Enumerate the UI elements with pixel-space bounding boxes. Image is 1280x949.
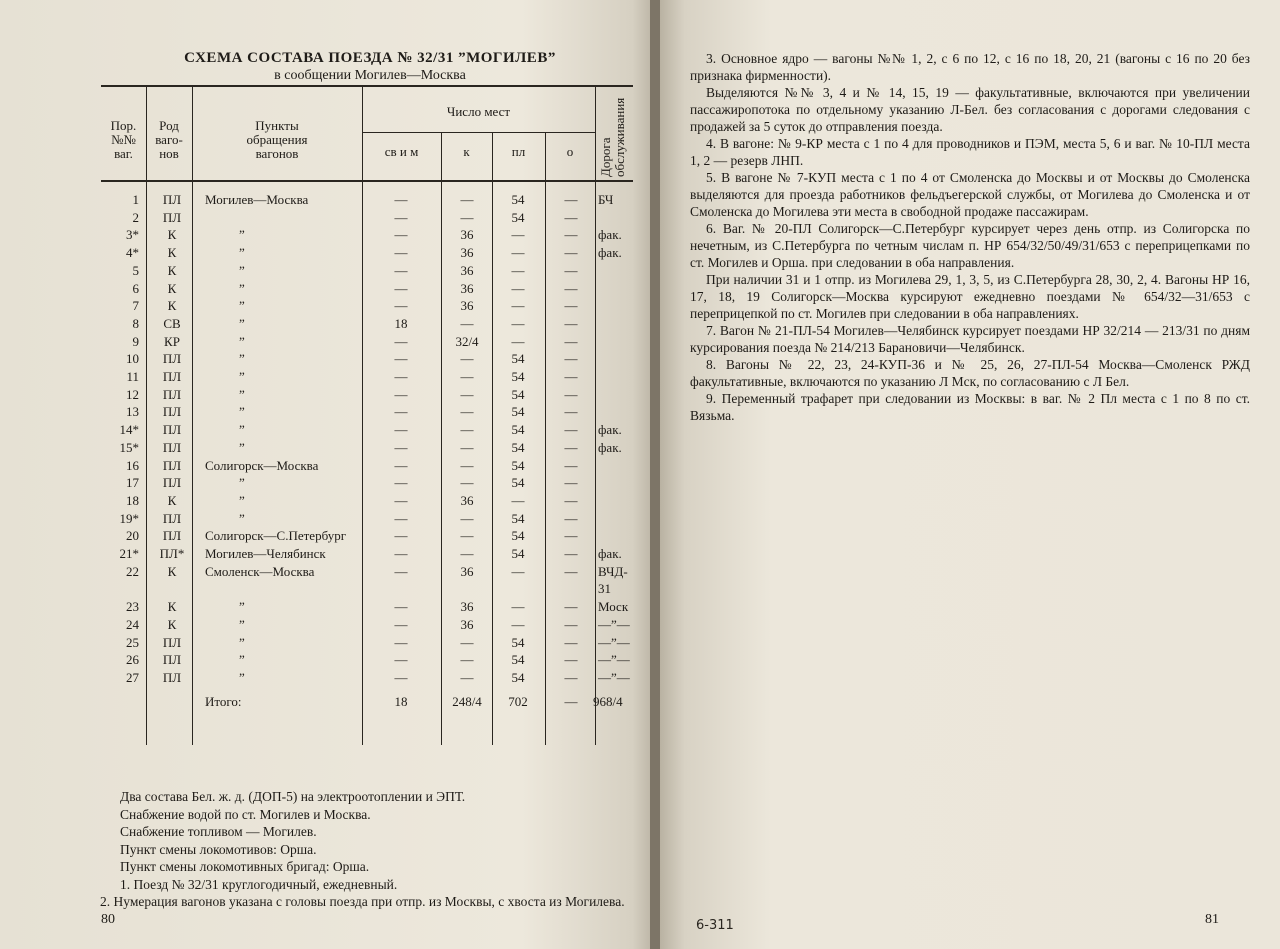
cell-o: — — [564, 475, 578, 491]
cell-route: ” — [239, 492, 245, 508]
cell-route: ” — [239, 599, 245, 615]
note: Пункт смены локомотивов: Орша. — [120, 841, 317, 857]
cell-type: ПЛ — [162, 634, 182, 650]
cell-k: — — [460, 315, 474, 331]
cell-pl: — — [511, 616, 525, 632]
cell-pl: 54 — [511, 369, 525, 384]
cell-k: — — [460, 546, 474, 561]
cell-type: К — [167, 616, 177, 632]
cell-num: 11 — [126, 369, 139, 384]
cell-svm: — — [394, 528, 408, 544]
cell-pl: — — [511, 245, 525, 261]
page-number: 80 — [101, 912, 115, 927]
total-label: Итого: — [205, 693, 242, 709]
cell-o: — — [564, 652, 578, 668]
cell-route: ” — [239, 422, 245, 438]
cell-k: 36 — [460, 492, 474, 508]
cell-num: 10 — [126, 351, 139, 367]
cell-o: — — [564, 492, 578, 508]
cell-k: 32/4 — [455, 333, 479, 349]
cell-svm: — — [394, 245, 408, 261]
header-svm: св и м — [384, 144, 419, 159]
cell-route: ” — [239, 333, 245, 349]
cell-pl: 54 — [511, 192, 525, 207]
cell-road: 31 — [598, 581, 611, 597]
cell-route: ” — [239, 475, 245, 491]
cell-route: Смоленск—Москва — [205, 563, 315, 579]
cell-pl: — — [511, 262, 525, 278]
cell-type: ПЛ — [162, 528, 182, 544]
cell-type: ПЛ — [162, 404, 182, 420]
page-number: 81 — [1205, 912, 1219, 927]
cell-type: К — [167, 599, 177, 615]
paragraph: Выделяются №№ 3, 4 и № 14, 15, 19 — факультативные, включаются при увеличении пассажиропотока по отдельному указанию Л-Бел. без согласования с дорогами следования с продажей за 5 суток до отправления поезда. — [690, 85, 1250, 134]
cell-pl: 54 — [511, 528, 525, 544]
cell-svm: 18 — [394, 315, 408, 331]
cell-route: ” — [239, 298, 245, 314]
cell-k: — — [460, 475, 474, 491]
cell-type: ПЛ — [162, 386, 182, 402]
cell-o: — — [564, 298, 578, 314]
cell-svm: — — [394, 652, 408, 668]
cell-num: 1 — [132, 192, 139, 207]
cell-route: ” — [239, 245, 245, 261]
cell-type: К — [167, 492, 177, 508]
total-k: 248/4 — [452, 693, 482, 709]
cell-num: 3* — [126, 227, 139, 243]
cell-svm: — — [394, 369, 408, 384]
cell-k: — — [460, 457, 474, 473]
page-title: СХЕМА СОСТАВА ПОЕЗДА № 32/31 ”МОГИЛЕВ” — [184, 50, 556, 66]
cell-svm: — — [394, 333, 408, 349]
cell-pl: 54 — [511, 669, 525, 685]
cell-num: 21* — [119, 546, 139, 561]
cell-type: ПЛ — [162, 475, 182, 491]
cell-k: 36 — [460, 280, 474, 296]
note: 1. Поезд № 32/31 круглогодичный, ежедневный. — [120, 876, 398, 892]
cell-num: 19* — [119, 510, 139, 526]
note: Снабжение водой по ст. Могилев и Москва. — [120, 806, 371, 822]
cell-type: ПЛ — [162, 510, 182, 526]
cell-route: ” — [239, 669, 245, 685]
cell-o: — — [564, 634, 578, 650]
header-road: Дорога обслуживания — [598, 97, 627, 177]
cell-num: 13 — [126, 404, 139, 420]
cell-o: — — [564, 422, 578, 438]
cell-pl: — — [511, 599, 525, 615]
cell-pl: 54 — [511, 351, 525, 367]
cell-o: — — [564, 563, 578, 579]
note: 2. Нумерация вагонов указана с головы поезда при отпр. из Москвы, с хвоста из Могилева. — [100, 894, 625, 909]
cell-svm: — — [394, 280, 408, 296]
cell-num: 2 — [132, 209, 139, 225]
cell-num: 7 — [132, 298, 139, 314]
cell-route: ” — [239, 404, 245, 420]
cell-pl: 54 — [511, 422, 525, 438]
cell-pl: 54 — [511, 439, 525, 455]
total-o: — — [564, 693, 578, 709]
cell-pl: 54 — [511, 634, 525, 650]
cell-o: — — [564, 510, 578, 526]
cell-o: — — [564, 369, 578, 384]
cell-num: 20 — [126, 528, 139, 544]
cell-num: 18 — [126, 492, 139, 508]
cell-k: 36 — [460, 563, 474, 579]
cell-type: ПЛ — [162, 457, 182, 473]
cell-num: 27 — [126, 669, 139, 685]
cell-route: ” — [239, 616, 245, 632]
header-route: Пункты обращения вагонов — [246, 118, 308, 161]
cell-type: ПЛ — [162, 192, 182, 207]
paragraph: 6. Ваг. № 20-ПЛ Солигорск—С.Петербург курсирует через день отпр. из Солигорска по нечетным, из С.Петербурга по четным числам п. НР 654/32/50/49/31/653 с переприцепками по ст. Могилев и Орша. при следовании в оба направления. — [690, 221, 1250, 270]
cell-svm: — — [394, 351, 408, 367]
cell-num: 12 — [126, 386, 139, 402]
cell-num: 8 — [132, 315, 139, 331]
cell-type: ПЛ — [162, 669, 182, 685]
header-o: о — [566, 144, 574, 159]
cell-k: — — [460, 634, 474, 650]
cell-k: — — [460, 351, 474, 367]
cell-pl: 54 — [511, 404, 525, 420]
cell-pl: 54 — [511, 457, 525, 473]
cell-k: 36 — [460, 245, 474, 261]
cell-k: — — [460, 404, 474, 420]
cell-o: — — [564, 209, 578, 225]
cell-svm: — — [394, 510, 408, 526]
cell-road: фак. — [598, 245, 622, 261]
cell-o: — — [564, 599, 578, 615]
cell-road: —”— — [598, 634, 630, 650]
cell-route: ” — [239, 634, 245, 650]
cell-o: — — [564, 386, 578, 402]
cell-k: — — [460, 209, 474, 225]
cell-route: ” — [239, 351, 245, 367]
notes — [100, 788, 640, 911]
cell-svm: — — [394, 422, 408, 438]
cell-svm: — — [394, 563, 408, 579]
cell-pl: — — [511, 563, 525, 579]
footnotes — [690, 50, 1250, 424]
cell-pl: 54 — [511, 546, 525, 561]
cell-route: Могилев—Москва — [205, 192, 309, 207]
cell-o: — — [564, 333, 578, 349]
cell-type: ПЛ — [162, 422, 182, 438]
cell-route: Могилев—Челябинск — [205, 546, 326, 561]
cell-type: КР — [164, 333, 180, 349]
cell-num: 24 — [126, 616, 139, 632]
header-num: Пор. №№ ваг. — [110, 118, 137, 161]
cell-route: ” — [239, 262, 245, 278]
cell-k: — — [460, 528, 474, 544]
note: Снабжение топливом — Могилев. — [120, 824, 317, 839]
header-k: к — [463, 144, 470, 159]
paragraph: При наличии 31 и 1 отпр. из Могилева 29, 1, 3, 5, из С.Петербурга 28, 30, 2, 4. Вагоны НР 16, 17, 18, 19 Солигорск—Москва курсируют ежедневно поездами № 654/32—31/653 с переприцепкой по ст. Могилев при следовании в оба направлениях. — [690, 272, 1250, 321]
cell-type: ПЛ — [162, 351, 182, 367]
cell-o: — — [564, 404, 578, 420]
cell-k: — — [460, 422, 474, 438]
cell-svm: — — [394, 546, 408, 561]
cell-svm: — — [394, 192, 408, 207]
cell-road: БЧ — [598, 192, 614, 207]
cell-num: 15* — [119, 439, 139, 455]
cell-pl: 54 — [511, 209, 525, 225]
cell-k: 36 — [460, 616, 474, 632]
cell-route: ” — [239, 369, 245, 384]
cell-num: 22 — [126, 563, 139, 579]
cell-k: — — [460, 192, 474, 207]
cell-num: 4* — [126, 245, 139, 261]
cell-pl: — — [511, 492, 525, 508]
note: Два состава Бел. ж. д. (ДОП-5) на электроотоплении и ЭПТ. — [120, 789, 466, 804]
cell-k: 36 — [460, 298, 474, 314]
paragraph: 8. Вагоны № 22, 23, 24-КУП-36 и № 25, 26, 27-ПЛ-54 Москва—Смоленск РЖД факультативные, включаются по указанию Л Мск, по согласованию с Л Бел. — [690, 357, 1250, 389]
paragraph: 4. В вагоне: № 9-КР места с 1 по 4 для проводников и ПЭМ, места 5, 6 и ваг. № 10-ПЛ места 1, 2 — резерв ЛНП. — [690, 136, 1250, 168]
note: Пункт смены локомотивных бригад: Орша. — [120, 859, 370, 874]
cell-road: —”— — [598, 616, 630, 632]
cell-num: 14* — [119, 422, 139, 438]
cell-num: 6 — [132, 280, 139, 296]
cell-svm: — — [394, 457, 408, 473]
cell-type: ПЛ — [162, 369, 182, 384]
cell-road: фак. — [598, 227, 622, 243]
cell-num: 5 — [132, 262, 139, 278]
total-road: 968/4 — [593, 693, 623, 709]
cell-type: ПЛ — [162, 209, 182, 225]
cell-pl: 54 — [511, 510, 525, 526]
cell-o: — — [564, 351, 578, 367]
cell-svm: — — [394, 209, 408, 225]
cell-road: фак. — [598, 546, 622, 561]
cell-num: 23 — [126, 599, 139, 615]
cell-route: ” — [239, 439, 245, 455]
cell-pl: — — [511, 315, 525, 331]
cell-type: К — [167, 563, 177, 579]
cell-pl: — — [511, 298, 525, 314]
cell-route: ” — [239, 227, 245, 243]
cell-svm: — — [394, 616, 408, 632]
cell-k: 36 — [460, 599, 474, 615]
total-pl: 702 — [508, 693, 528, 709]
cell-o: — — [564, 439, 578, 455]
cell-road: Моск — [598, 599, 629, 615]
cell-road: фак. — [598, 422, 622, 438]
cell-type: К — [167, 227, 177, 243]
cell-num: 16 — [126, 457, 139, 473]
paragraph: 9. Переменный трафарет при следовании из Москвы: в ваг. № 2 Пл места с 1 по 8 по ст. Вязьма. — [690, 391, 1250, 423]
cell-road: ВЧД- — [598, 563, 628, 579]
cell-o: — — [564, 616, 578, 632]
cell-route: ” — [239, 510, 245, 526]
paragraph: 5. В вагоне № 7-КУП места с 1 по 4 от Смоленска до Москвы и от Москвы до Смоленска выделяются для проезда работников фельдъегерской службы, от Могилева до Смоленска и от Смоленска до Могилева эти места в свободной продаже пассажирам. — [690, 170, 1250, 219]
cell-svm: — — [394, 634, 408, 650]
cell-o: — — [564, 546, 578, 561]
cell-o: — — [564, 315, 578, 331]
paragraph: 3. Основное ядро — вагоны №№ 1, 2, с 6 по 12, с 16 по 18, 20, 21 (вагоны с 16 по 20 без признака фирменности). — [690, 51, 1250, 83]
cell-type: ПЛ* — [159, 546, 185, 561]
cell-o: — — [564, 192, 578, 207]
cell-k: — — [460, 369, 474, 384]
cell-route: ” — [239, 315, 245, 331]
cell-road: фак. — [598, 439, 622, 455]
cell-svm: — — [394, 262, 408, 278]
cell-k: — — [460, 439, 474, 455]
header-seats: Число мест — [446, 104, 511, 119]
cell-pl: — — [511, 227, 525, 243]
page-subtitle: в сообщении Могилев—Москва — [274, 68, 466, 83]
cell-k: 36 — [460, 227, 474, 243]
cell-type: К — [167, 280, 177, 296]
cell-road: —”— — [598, 669, 630, 685]
cell-svm: — — [394, 404, 408, 420]
cell-svm: — — [394, 599, 408, 615]
cell-svm: — — [394, 669, 408, 685]
total-svm: 18 — [394, 693, 408, 709]
cell-k: — — [460, 386, 474, 402]
cell-num: 25 — [126, 634, 139, 650]
cell-route: Солигорск—С.Петербург — [205, 528, 347, 544]
cell-type: К — [167, 245, 177, 261]
cell-svm: — — [394, 386, 408, 402]
header-pl: пл — [511, 144, 526, 159]
cell-o: — — [564, 245, 578, 261]
cell-o: — — [564, 262, 578, 278]
cell-route: ” — [239, 386, 245, 402]
cell-k: — — [460, 669, 474, 685]
cell-k: — — [460, 652, 474, 668]
cell-k: 36 — [460, 262, 474, 278]
cell-o: — — [564, 457, 578, 473]
cell-type: К — [167, 298, 177, 314]
cell-pl: — — [511, 333, 525, 349]
cell-route: ” — [239, 652, 245, 668]
right-page — [660, 0, 1280, 949]
train-composition-table — [101, 85, 633, 745]
cell-num: 17 — [126, 475, 139, 491]
cell-svm: — — [394, 439, 408, 455]
cell-pl: 54 — [511, 386, 525, 402]
cell-route: Солигорск—Москва — [205, 457, 319, 473]
cell-route: ” — [239, 280, 245, 296]
cell-num: 26 — [126, 652, 139, 668]
cell-type: СВ — [163, 315, 181, 331]
cell-o: — — [564, 528, 578, 544]
cell-svm: — — [394, 475, 408, 491]
cell-svm: — — [394, 298, 408, 314]
cell-svm: — — [394, 227, 408, 243]
cell-num: 9 — [132, 333, 139, 349]
paragraph: 7. Вагон № 21-ПЛ-54 Могилев—Челябинск курсирует поездами НР 32/214 — 213/31 по дням курсирования поезда № 214/213 Барановичи—Челябинск. — [690, 323, 1250, 355]
cell-o: — — [564, 669, 578, 685]
header-type: Род ваго- нов — [155, 118, 183, 161]
cell-pl: 54 — [511, 475, 525, 491]
cell-type: К — [167, 262, 177, 278]
cell-pl: 54 — [511, 652, 525, 668]
cell-o: — — [564, 280, 578, 296]
cell-svm: — — [394, 492, 408, 508]
cell-k: — — [460, 510, 474, 526]
cell-road: —”— — [598, 652, 630, 668]
cell-pl: — — [511, 280, 525, 296]
cell-type: ПЛ — [162, 439, 182, 455]
cell-type: ПЛ — [162, 652, 182, 668]
library-stamp: 6-311 — [696, 918, 734, 933]
cell-o: — — [564, 227, 578, 243]
